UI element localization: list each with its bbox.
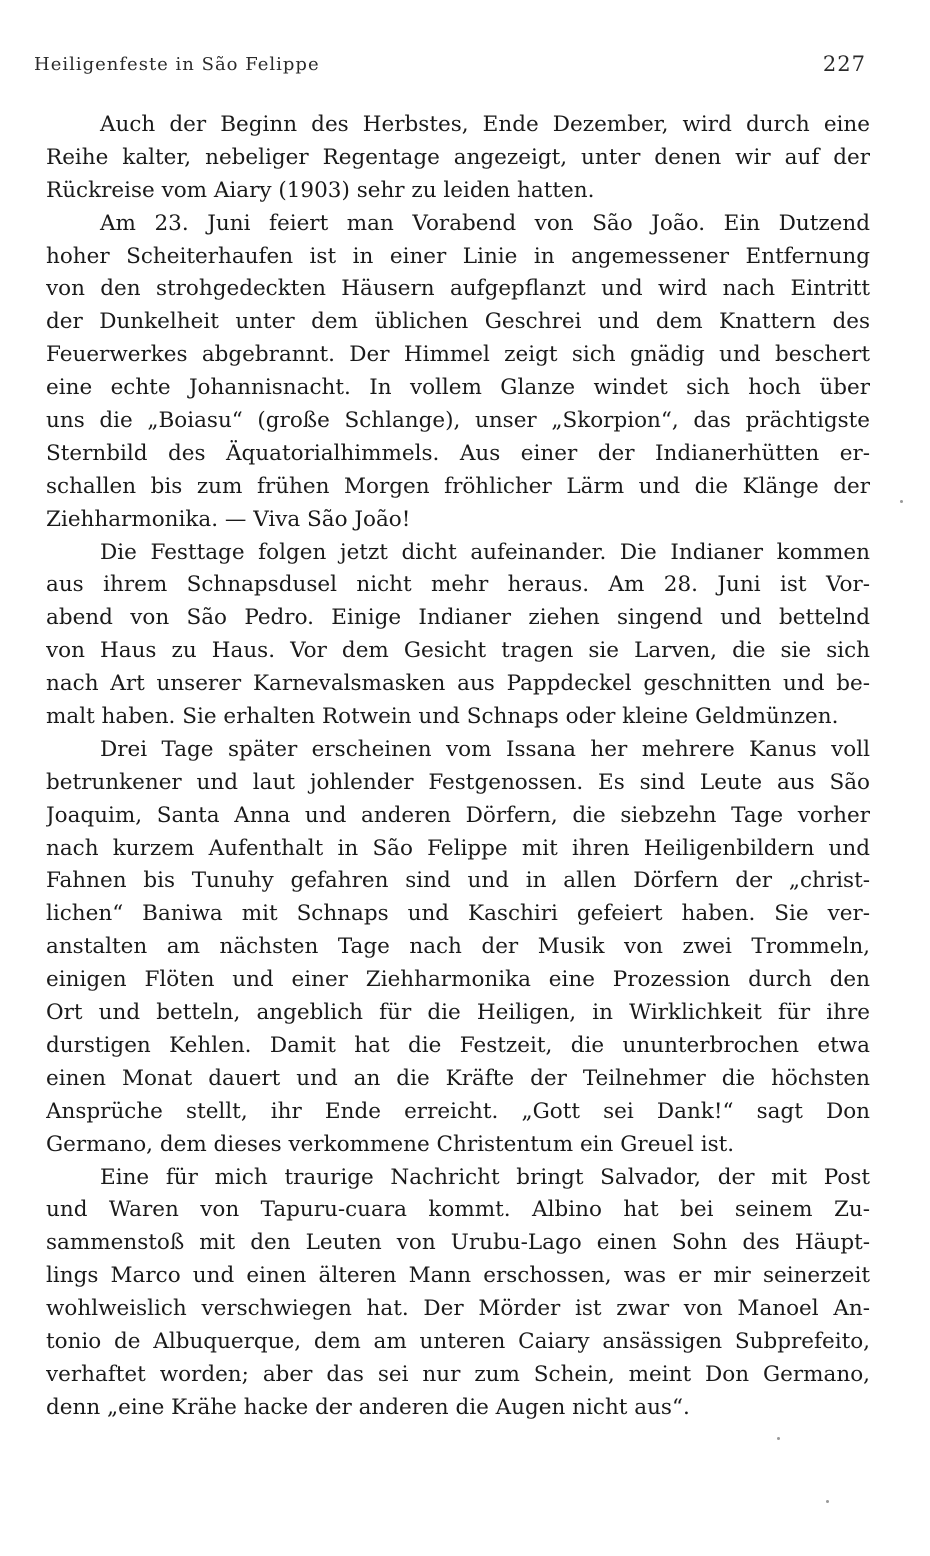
text-line: Germano, dem dieses verkommene Christentum ein Greuel ist. (46, 1131, 735, 1157)
print-speck (777, 1437, 780, 1440)
paragraph-autumn (46, 109, 870, 208)
text-line: anstalten am nächsten Tage nach der Musik von zwei Trommeln, (46, 934, 870, 960)
text-line: Rückreise vom Aiary (1903) sehr zu leiden hatten. (46, 177, 595, 203)
page-number: 227 (822, 52, 866, 76)
text-line: Die Festtage folgen jetzt dicht aufeinander. Die Indianer kommen (100, 539, 870, 565)
text-line: Drei Tage später erscheinen vom Issana her mehrere Kanus voll (100, 736, 870, 762)
text-line: denn „eine Krähe hacke der anderen die Augen nicht aus“. (46, 1394, 690, 1420)
text-line: uns die „Boiasu“ (große Schlange), unser „Skorpion“, das prächtigste (46, 408, 870, 434)
text-line: Auch der Beginn des Herbstes, Ende Dezember, wird durch eine (100, 112, 870, 137)
text-line: verhaftet worden; aber das sei nur zum Schein, meint Don Germano, (46, 1361, 870, 1387)
text-line: Am 23. Juni feiert man Vorabend von São João. Ein Dutzend (100, 210, 870, 236)
paragraph-sao-joao (46, 208, 870, 537)
running-head (34, 50, 866, 84)
text-line: abend von São Pedro. Einige Indianer ziehen singend und bettelnd (46, 605, 870, 631)
text-line: Sternbild des Äquatorialhimmels. Aus einer der Indianerhütten er- (46, 440, 870, 466)
text-line: von den strohgedeckten Häusern aufgepflanzt und wird nach Eintritt (46, 276, 870, 302)
text-line: Ansprüche stellt, ihr Ende erreicht. „Gott sei Dank!“ sagt Don (46, 1098, 870, 1124)
running-title: Heiligenfeste in São Felippe (34, 54, 320, 75)
text-line: nach kurzem Aufenthalt in São Felippe mit ihren Heiligenbildern und (46, 835, 870, 861)
body-text (46, 109, 870, 1425)
text-line: von Haus zu Haus. Vor dem Gesicht tragen sie Larven, die sie sich (46, 638, 870, 664)
text-line: Fahnen bis Tunuhy gefahren sind und in allen Dörfern der „christ- (46, 868, 870, 894)
text-line: Feuerwerkes abgebrannt. Der Himmel zeigt sich gnädig und beschert (46, 342, 870, 368)
text-line: wohlweislich verschwiegen hat. Der Mörder ist zwar von Manoel An- (46, 1296, 870, 1322)
text-line: lichen“ Baniwa mit Schnaps und Kaschiri gefeiert haben. Sie ver- (46, 901, 870, 927)
text-line: durstigen Kehlen. Damit hat die Festzeit, die ununterbrochen etwa (46, 1032, 870, 1058)
text-line: nach Art unserer Karnevalsmasken aus Pappdeckel geschnitten und be- (46, 671, 870, 697)
text-line: Ort und betteln, angeblich für die Heiligen, in Wirklichkeit für ihre (46, 1000, 870, 1026)
text-line: Joaquim, Santa Anna und anderen Dörfern, die siebzehn Tage vorher (46, 802, 870, 828)
text-line: Ziehharmonika. — Viva São João! (46, 506, 411, 532)
text-line: hoher Scheiterhaufen ist in einer Linie in angemessener Entfernung (46, 243, 870, 269)
text-line: aus ihrem Schnapsdusel nicht mehr heraus. Am 28. Juni ist Vor- (46, 572, 870, 598)
paragraph-procession (46, 734, 870, 1162)
text-line: schallen bis zum frühen Morgen fröhlicher Lärm und die Klänge der (46, 473, 870, 499)
text-line: und Waren von Tapuru-cuara kommt. Albino hat bei seinem Zu- (46, 1197, 870, 1223)
text-line: einen Monat dauert und an die Kräfte der Teilnehmer die höchsten (46, 1065, 870, 1091)
paragraph-sao-pedro (46, 537, 870, 734)
text-line: sammenstoß mit den Leuten von Urubu-Lago einen Sohn des Häupt- (46, 1230, 870, 1256)
print-speck (900, 500, 903, 503)
text-line: malt haben. Sie erhalten Rotwein und Schnaps oder kleine Geldmünzen. (46, 704, 839, 730)
text-line: eine echte Johannisnacht. In vollem Glanze windet sich hoch über (46, 375, 870, 401)
text-line: Reihe kalter, nebeliger Regentage angezeigt, unter denen wir auf der (46, 144, 870, 170)
text-line: Eine für mich traurige Nachricht bringt Salvador, der mit Post (100, 1164, 870, 1190)
text-line: betrunkener und laut johlender Festgenossen. Es sind Leute aus São (46, 769, 870, 795)
text-line: tonio de Albuquerque, dem am unteren Caiary ansässigen Subprefeito, (46, 1328, 870, 1354)
paragraph-news (46, 1162, 870, 1425)
text-line: einigen Flöten und einer Ziehharmonika eine Prozession durch den (46, 967, 870, 993)
text-line: lings Marco und einen älteren Mann erschossen, was er mir seinerzeit (46, 1263, 870, 1289)
print-speck (826, 1500, 829, 1503)
text-line: der Dunkelheit unter dem üblichen Geschrei und dem Knattern des (46, 309, 870, 335)
